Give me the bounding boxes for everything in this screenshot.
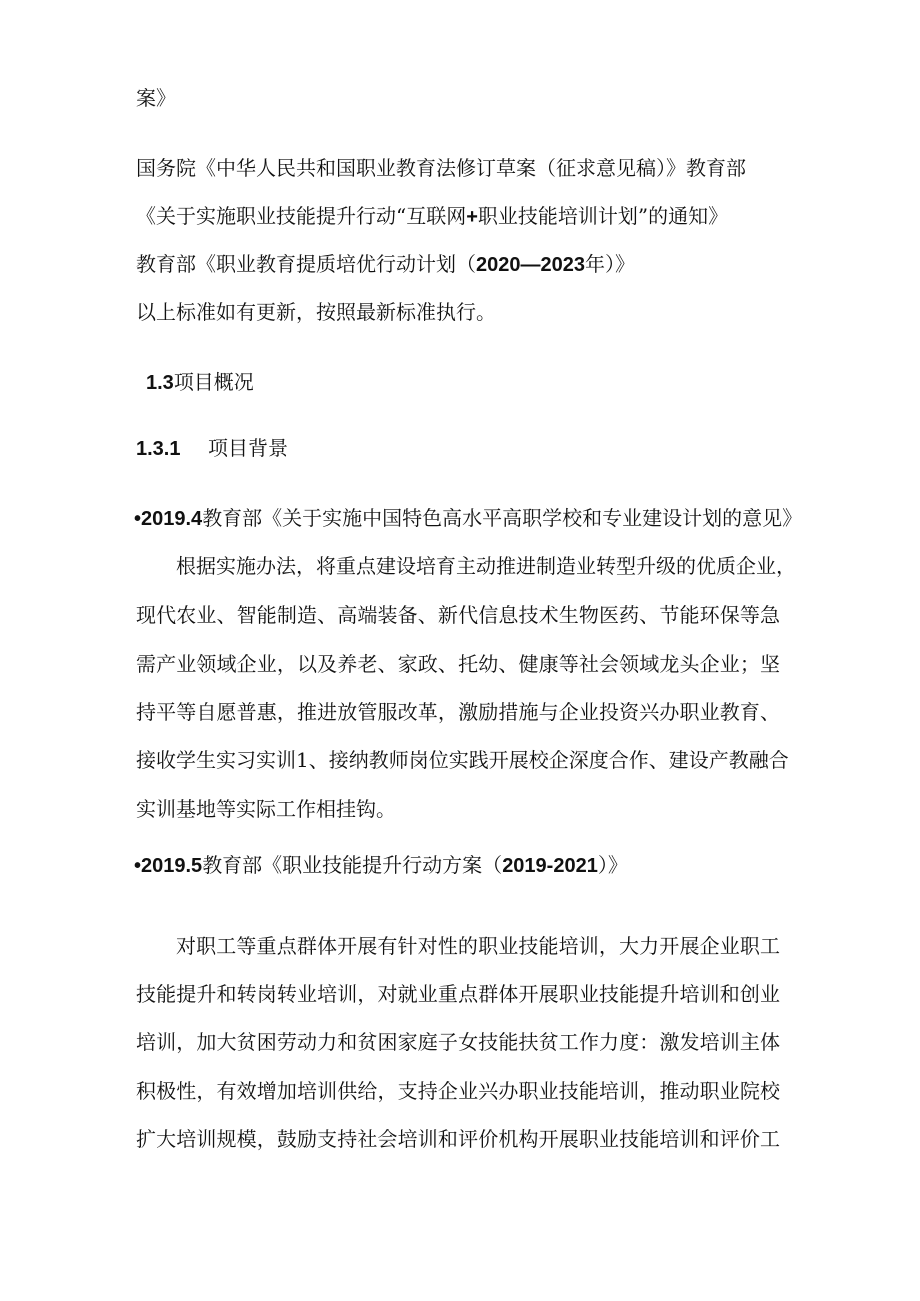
text-line-3 xyxy=(136,206,728,227)
line-text: 《关于实施职业技能提升行动“互联网 xyxy=(136,204,467,228)
text-line-2 xyxy=(136,158,746,178)
line-text: 年）》 xyxy=(584,252,635,276)
section-title: 项目背景 xyxy=(208,436,288,460)
paragraph-line xyxy=(136,799,780,819)
text-line-5 xyxy=(136,302,496,322)
paragraph-line xyxy=(176,554,796,578)
section-heading-1-3-1 xyxy=(136,438,288,459)
section-number: 1.3 xyxy=(146,372,174,394)
line-text: 现代农业、智能制造、高端装备、新代信息技术生物医药、节能环保等急 xyxy=(136,603,780,627)
line-text: 持平等自愿普惠，推进放管服改革，激励措施与企业投资兴办职业教育、 xyxy=(136,700,780,724)
line-text: 对职工等重点群体开展有针对性的职业技能培训，大力开展企业职工 xyxy=(176,934,780,958)
line-text: 根据实施办法，将重点建设培育主动推进制造业转型升级的优质企业， xyxy=(176,554,796,578)
section-number: 1.3.1 xyxy=(136,438,181,460)
bullet-date: •2019.5 xyxy=(134,855,203,877)
paragraph-line xyxy=(136,1129,780,1149)
line-text: 培训，加大贫困劳动力和贫困家庭子女技能扶贫工作力度：激发培训主体 xyxy=(136,1030,780,1054)
bullet-item-2019-4 xyxy=(134,508,802,529)
section-heading-1-3 xyxy=(146,372,254,393)
line-text: 技能提升和转岗转业培训，对就业重点群体开展职业技能提升培训和创业 xyxy=(136,982,780,1006)
bullet-item-2019-5 xyxy=(134,855,628,876)
text-line-4 xyxy=(136,254,635,275)
paragraph-line xyxy=(136,1032,780,1052)
year-range: 2020—2023 xyxy=(476,254,585,276)
line-text: 国务院《中华人民共和国职业教育法修订草案（征求意见稿）》教育部 xyxy=(136,156,746,180)
paragraph-line xyxy=(136,748,789,772)
section-title: 项目概况 xyxy=(173,370,254,394)
line-text: 积极性，有效增加培训供给，支持企业兴办职业技能培训，推动职业院校 xyxy=(136,1079,780,1103)
line-text: 接收学生实习实训1、接纳教师岗位实践开展校企深度合作、建设产教融合 xyxy=(136,748,789,772)
paragraph-line xyxy=(136,605,780,625)
year-range: 2019-2021 xyxy=(502,855,598,877)
bullet-date: •2019.4 xyxy=(134,508,203,530)
paragraph-line xyxy=(176,936,780,956)
bullet-text: ）》 xyxy=(597,853,628,877)
paragraph-line xyxy=(136,654,780,674)
line-text: 实训基地等实际工作相挂钩。 xyxy=(136,797,396,821)
line-text: 教育部《职业教育提质培优行动计划（ xyxy=(136,252,476,276)
bullet-text: 教育部《职业技能提升行动方案（ xyxy=(202,853,503,877)
line-text: 需产业领域企业，以及养老、家政、托幼、健康等社会领域龙头企业；坚 xyxy=(136,652,780,676)
line-text: 案》 xyxy=(136,86,176,110)
paragraph-line xyxy=(136,1081,780,1101)
line-text: 扩大培训规模，鼓励支持社会培训和评价机构开展职业技能培训和评价工 xyxy=(136,1127,780,1151)
text-line-1 xyxy=(136,88,176,108)
paragraph-line xyxy=(136,702,780,722)
paragraph-line xyxy=(136,984,780,1004)
plus-sign: + xyxy=(466,206,478,228)
line-text: 以上标准如有更新，按照最新标准执行。 xyxy=(136,300,496,324)
line-text: 职业技能培训计划”的通知》 xyxy=(477,204,729,228)
bullet-text: 教育部《关于实施中国特色高水平高职学校和专业建设计划的意见》 xyxy=(202,506,803,530)
